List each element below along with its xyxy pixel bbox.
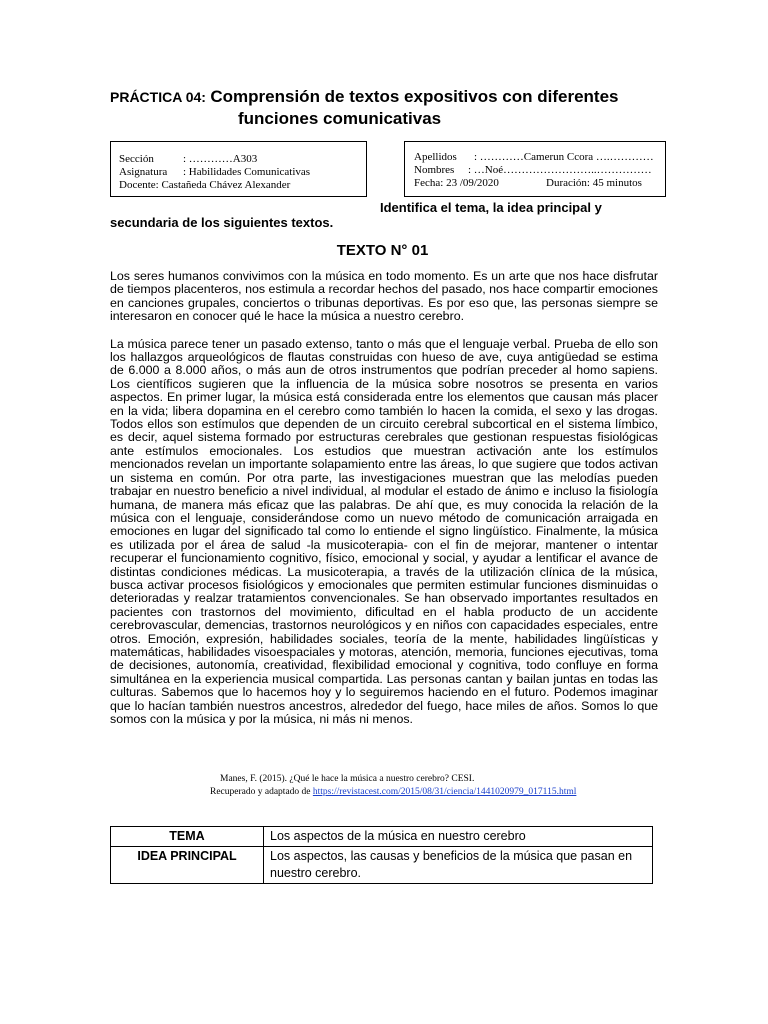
seccion-label: Sección [119,153,154,165]
text-body [110,270,658,740]
docente-value: Docente: Castañeda Chávez Alexander [119,179,291,191]
table-row [111,847,653,884]
reference-source [110,786,658,799]
tema-value: Los aspectos de la música en nuestro cerebro [264,827,653,847]
seccion-row [119,153,358,166]
student-info-box [404,141,666,197]
idea-principal-value: Los aspectos, las causas y beneficios de la música que pasan en nuestro cerebro. [264,847,653,884]
nombres-value: : …Noé……………………..…………… [468,164,652,176]
asignatura-row [119,166,358,179]
reference-citation: Manes, F. (2015). ¿Qué le hace la música a nuestro cerebro? CESI. [220,774,475,784]
answer-table [110,826,653,884]
course-info-box [110,141,367,197]
seccion-value: : …………A303 [183,153,258,165]
reference-link[interactable]: https://revistacest.com/2015/08/31/ciencia/1441020979_017115.html [312,787,577,797]
fecha-value: Fecha: 23 /09/2020 [414,177,499,189]
tema-label: TEMA [111,827,264,847]
title-line-1: Comprensión de textos expositivos con diferentes [210,87,619,106]
nombres-row [414,164,656,177]
idea-principal-label: IDEA PRINCIPAL [111,847,264,884]
paragraph-2: La música parece tener un pasado extenso, tanto o más que el lenguaje verbal. Prueba de ello son los hallazgos arqueológicos de flautas construidas con hueso de ave, cuya antigüedad se estima de 6.000 a 8.000 años, o más aun de otros instrumentos que podrían preceder al homo sapiens. Los científicos sugieren que la influencia de la música sobre nosotros se presenta en varios aspectos. En primer lugar, la música está considerada entre los elementos que causan más placer en la vida; libera dopamina en el cerebro como también lo hacen la comida, el sexo y las drogas. Todos ellos son estímulos que dependen de un circuito cerebral subcortical en el sistema límbico, es decir, aquel sistema formado por estructuras cerebrales que gestionan respuestas fisiológicas ante estímulos emocionales. Los estudios que muestran activación ante los estímulos mencionados revelan un importante solapamiento entre las áreas, lo que sugiere que todos activan un sistema en común. Por otra parte, las investigaciones muestran que las melodías pueden trabajar en nuestro beneficio a nivel individual, al modular el estado de ánimo e incluso la fisiología humana, de manera más eficaz que las palabras. De ahí que, es muy conocida la relación de la música con el lenguaje, considerándose como un nuevo método de comunicación arraigada en emociones en lugar del significado tal como lo entiende el signo lingüístico. Finalmente, la música es utilizada por el área de salud -la musicoterapia- con el fin de mejorar, mantener o intentar recuperar el funcionamiento cognitivo, físico, emocional y social, y ayudar a lentificar el avance de distintas condiciones médicas. La musicoterapia, a través de la utilización clínica de la música, busca activar procesos fisiológicos y emocionales que permiten estimular funciones disminuidas o deterioradas y realzar tratamientos convencionales. Se han observado importantes resultados en pacientes con trastornos del movimiento, dificultad en el habla producto de un accidente cerebrovascular, demencias, trastornos neurológicos y en niños con capacidades especiales, entre otros. Emoción, expresión, habilidades sociales, teoría de la mente, habilidades lingüísticas y matemáticas, habilidades visoespaciales y motoras, atención, memoria, funciones ejecutivas, toma de decisiones, autonomía, creatividad, flexibilidad emocional y cognitiva, todo confluye en forma simultánea en la experiencia musical compartida. Las personas cantan y bailan juntas en todas las culturas. Sabemos que lo hacemos hoy y lo seguiremos haciendo en el futuro. Podemos imaginar que lo hacían también nuestros ancestros, alrededor del fuego, hace miles de años. Somos lo que somos con la música y por la música, ni más ni menos. [110,336,658,726]
nombres-label: Nombres [414,164,455,176]
reference [110,773,658,799]
instruction [110,200,650,230]
fecha-row [414,177,656,190]
table-row [111,827,653,847]
apellidos-value: : …………Camerun Ccora ….………… [474,151,654,163]
paragraph-1: Los seres humanos convivimos con la música en todo momento. Es un arte que nos hace disfrutar de tiempos placenteros, nos estimula a recordar hechos del pasado, nos hace compartir emociones en canciones grupales, conciertos o tribunas deportivas. Es por eso que, las personas siempre se interesaron en conocer qué le hace la música a nuestro cerebro. [110,269,658,324]
practice-number: PRÁCTICA 04: [110,89,206,105]
asignatura-label: Asignatura [119,166,168,178]
instruction-line-1: Identifica el tema, la idea principal y [380,200,602,215]
text-heading: TEXTO N° 01 [336,242,429,259]
apellidos-label: Apellidos [414,151,457,163]
title-line-2: funciones comunicativas [238,109,442,128]
apellidos-row [414,151,656,164]
practice-title [110,86,710,129]
instruction-line-2: secundaria de los siguientes textos. [110,215,334,230]
reference-prefix: Recuperado y adaptado de [210,787,313,797]
docente-row [119,179,358,192]
duracion-value: Duración: 45 minutos [546,177,642,189]
asignatura-value: : Habilidades Comunicativas [183,166,311,178]
